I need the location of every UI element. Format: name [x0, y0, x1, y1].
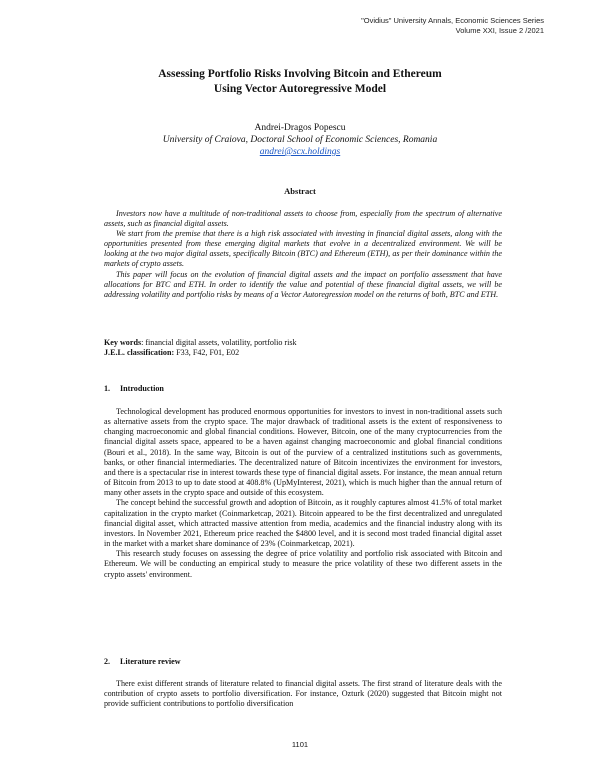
author-email-link[interactable]: andrei@scx.holdings: [259, 147, 341, 157]
section-number: 2.: [104, 657, 111, 666]
author-name: Andrei-Dragos Popescu: [254, 123, 346, 133]
jel-label: J.E.L. classification:: [104, 348, 175, 358]
abstract-body: [104, 209, 502, 300]
body-paragraph: This research study focuses on assessing the degree of price volatility and portfolio risk associated with Bitcoin and Ethereum. We will be conducting an empirical study to measure the price volatility of these two different assets in the crypto assets' environment.: [104, 549, 502, 579]
abstract-heading: Abstract: [284, 186, 316, 196]
title-line-1: Assessing Portfolio Risks Involving Bitcoin and Ethereum: [158, 68, 442, 80]
body-paragraph: Technological development has produced enormous opportunities for investors to invest in non-traditional assets such as alternative assets from the crypto space. The major drawback of traditional assets is the extent of responsiveness to changing macroeconomic and global financial conditions. However, Bitcoin, one of the many cryptocurrencies from the financial digital assets space, appeared to be a haven against changing macroeconomic and global financial conditions (Bouri et al., 2018). In the same way, Bitcoin is out of the purview of a centralized institutions such as governments, banks, or other financial intermediaries. The decentralized nature of Bitcoin incentivizes the environment for investors, and there is a spectacular rise in interest towards these type of financial digital assets. For instance, the mean annual return of Bitcoin from 2013 to up to date stood at 408.8% (UpMyInterest, 2021), which is much higher than the annual return of many other assets in the crypto space and outside of this ecosystem.: [104, 407, 502, 498]
literature-review-body: [104, 679, 502, 709]
section-heading-introduction: [104, 384, 164, 393]
journal-header: [361, 16, 544, 35]
author-affiliation: University of Craiova, Doctoral School of Economic Sciences, Romania: [162, 135, 438, 145]
body-paragraph: The concept behind the successful growth and adoption of Bitcoin, as it roughly captures almost 41.5% of total market capitalization in the crypto market (Coinmarketcap, 2021). Bitcoin appeared to be the first decentralized and unregulated financial digital asset, which attracted massive attention from media, academics and the financial industry along with its investors. In November 2021, Ethereum price reached the $4800 level, and it is second most traded financial digital asset in the market with a market share dominance of 23% (Coinmarketcap, 2021).: [104, 498, 502, 549]
author-block: [0, 122, 600, 158]
section-number: 1.: [104, 384, 111, 393]
abstract-paragraph: This paper will focus on the evolution of financial digital assets and the impact on portfolio assessment that have allocations for BTC and ETH. In order to identify the value and potential of these financial digital assets, we will be addressing volatility and portfolio risks by means of a Vector Autoregression model on the returns of both, BTC and ETH.: [104, 269, 502, 299]
page-number: 1101: [291, 740, 309, 749]
keywords-label: Key words: [104, 338, 142, 347]
abstract-paragraph: We start from the premise that there is a high risk associated with investing in financial digital assets, along with the opportunities presented from these emerging digital markets that evolve in a decentralized environment. We will be looking at the two major digital assets, specifically Bitcoin (BTC) and Ethereum (ETH), as per their dominance within the markets of crypto assets.: [104, 229, 502, 269]
keywords-value: : financial digital assets, volatility, portfolio risk: [141, 338, 297, 347]
abstract-paragraph: Investors now have a multitude of non-traditional assets to choose from, especially from the spectrum of alternative assets, such as financial digital assets.: [104, 209, 502, 229]
section-title: Literature review: [120, 657, 181, 666]
journal-name: "Ovidius" University Annals, Economic Sciences Series: [361, 16, 544, 25]
introduction-body: [104, 407, 502, 580]
journal-volume: Volume XXI, Issue 2 /2021: [455, 25, 544, 35]
section-heading-literature-review: [104, 657, 181, 666]
title-line-2: Using Vector Autoregressive Model: [213, 82, 387, 95]
jel-value: F33, F42, F01, E02: [174, 348, 240, 358]
keywords-block: [104, 338, 502, 358]
body-paragraph: There exist different strands of literature related to financial digital assets. The first strand of literature deals with the contribution of crypto assets to portfolio diversification. For instance, Ozturk (2020) suggested that Bitcoin might not provide sufficient contributions to portfolio diversification: [104, 679, 502, 709]
paper-title: [0, 67, 600, 96]
section-title: Introduction: [120, 384, 164, 393]
